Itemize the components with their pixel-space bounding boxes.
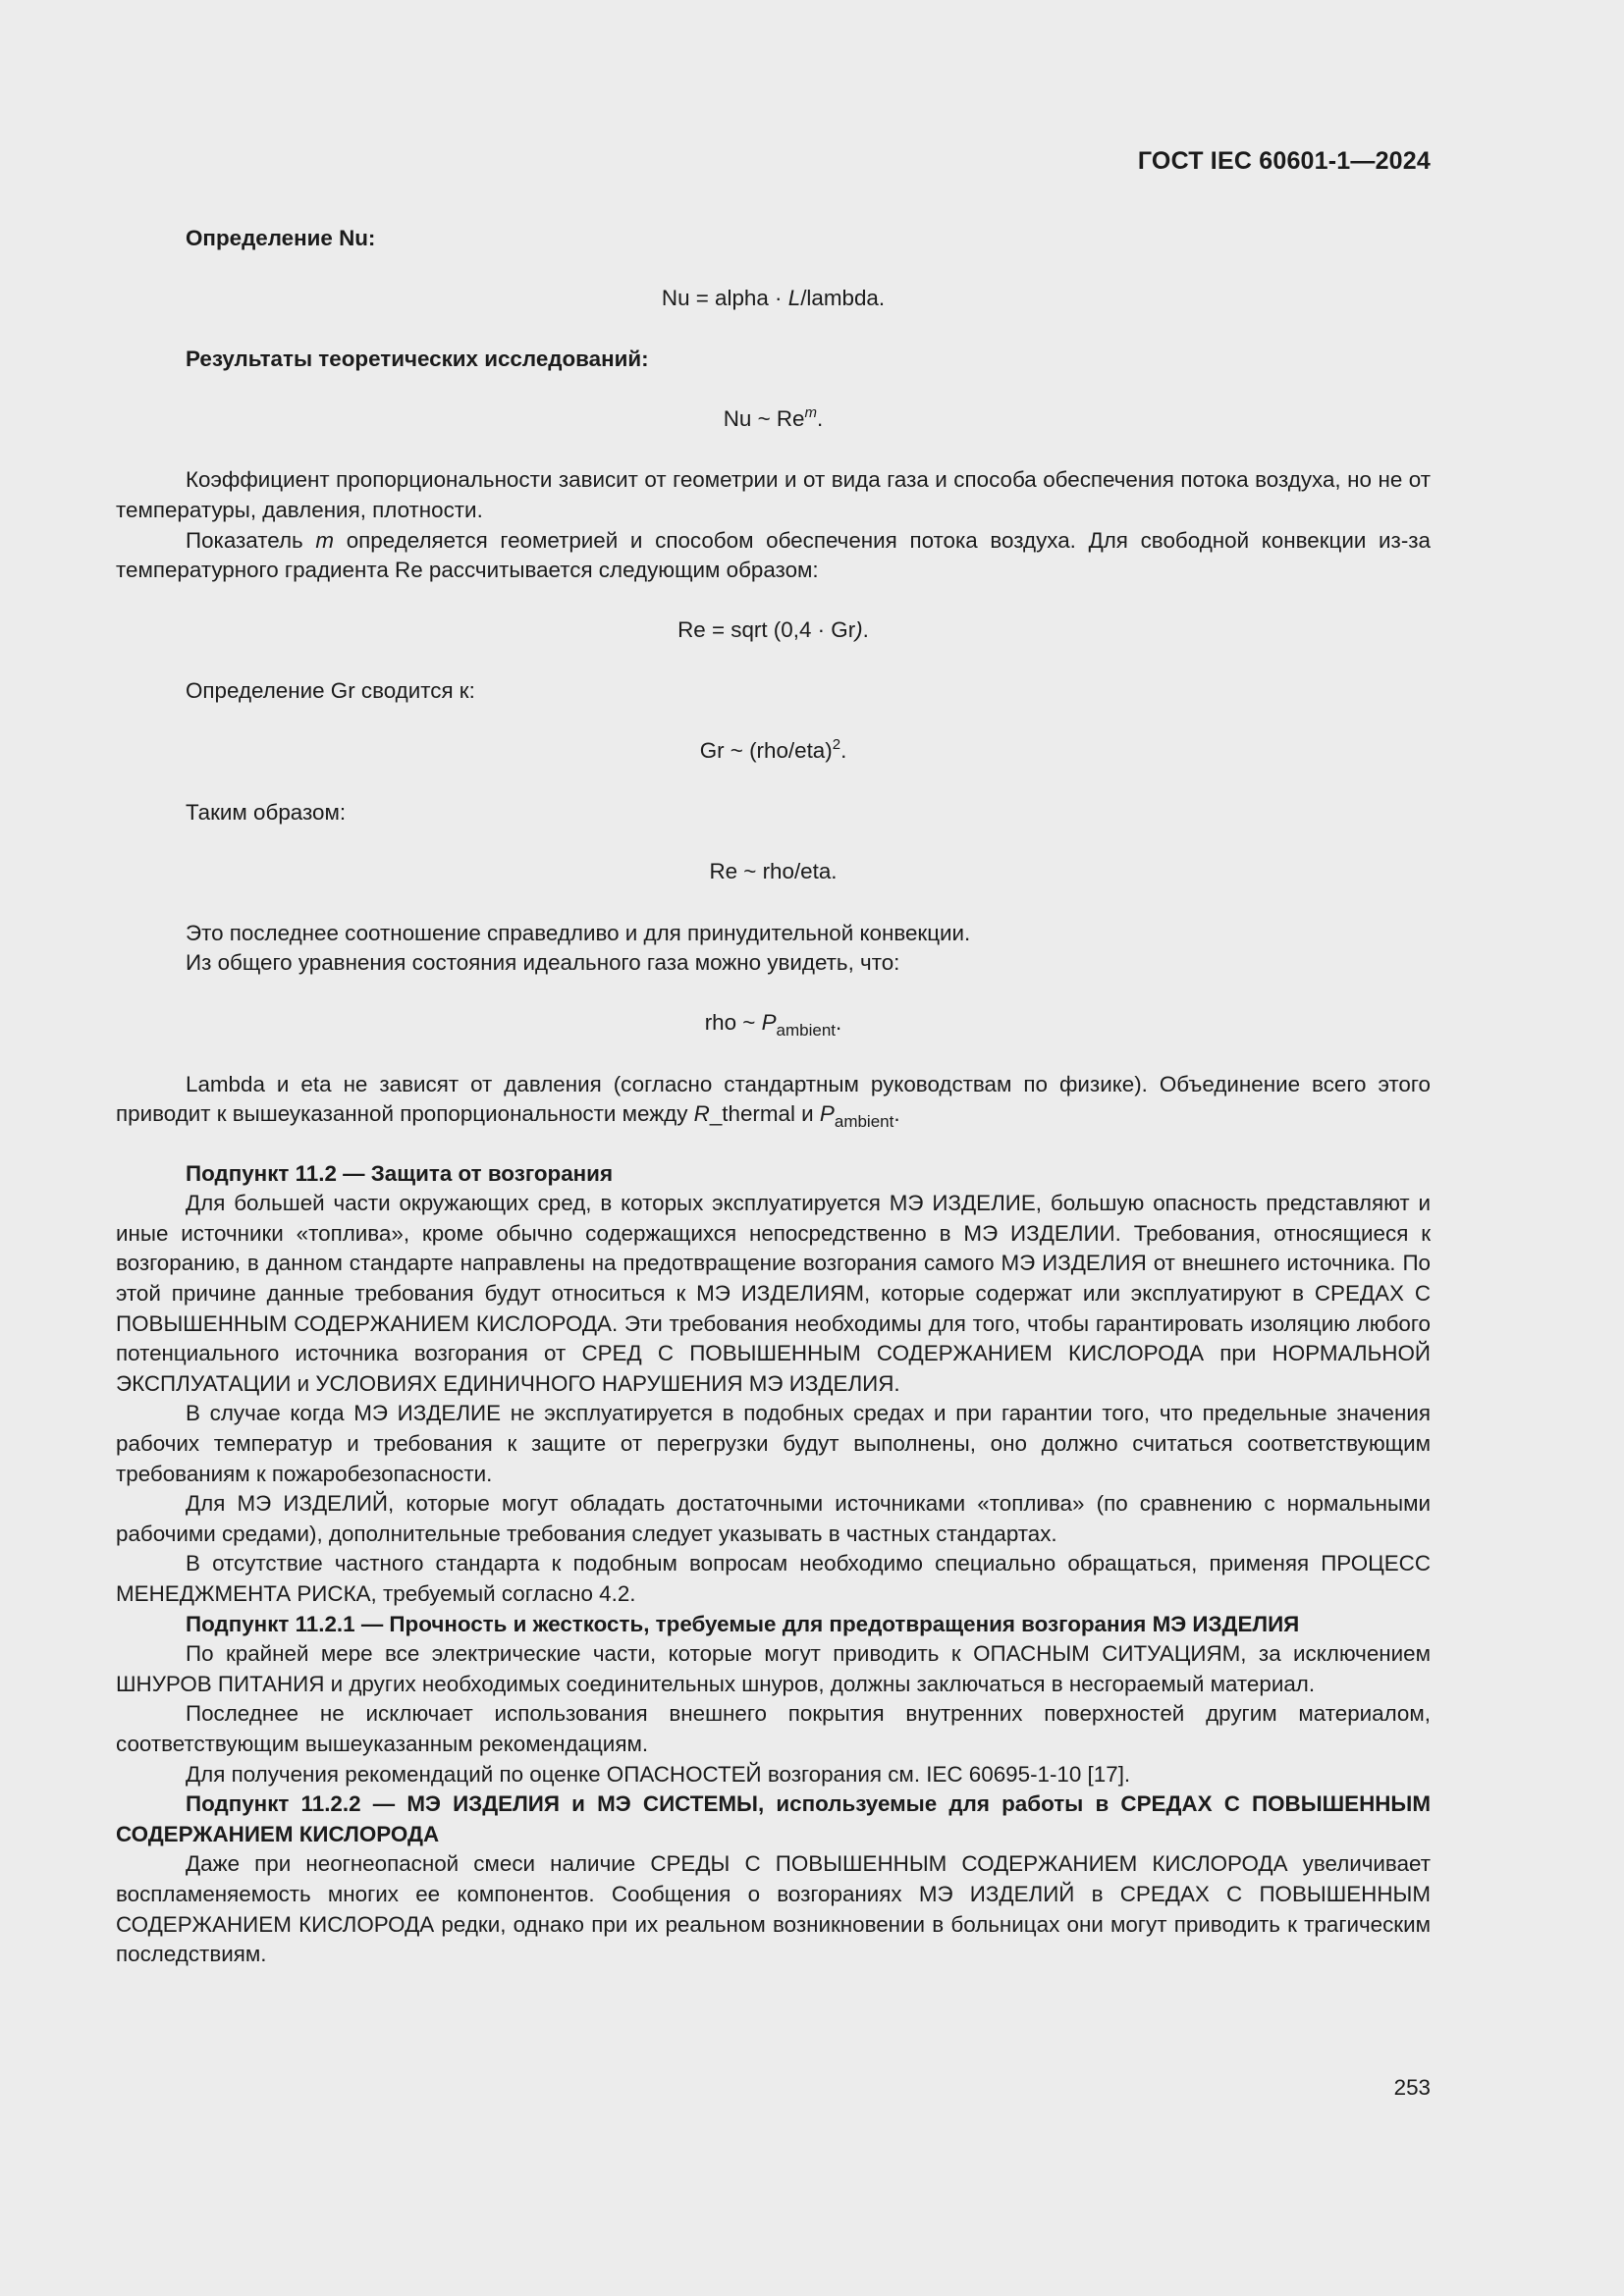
rho-formula-tail: . — [836, 1009, 842, 1035]
section-11-2-paragraph-3: Для МЭ ИЗДЕЛИЙ, которые могут обладать достаточными источниками «топлива» (по сравнению с нормальными рабочими средами), дополнительные требования следует указывать в частных стандартах. — [116, 1491, 1431, 1546]
section-11-2-2-heading: Подпункт 11.2.2 — МЭ ИЗДЕЛИЯ и МЭ СИСТЕМЫ, используемые для работы в СРЕДАХ С ПОВЫШЕННЫМ СОДЕРЖАНИЕМ КИСЛОРОДА — [116, 1791, 1431, 1846]
exponent-paragraph — [116, 526, 1431, 586]
rho-formula-base: rho ~ — [704, 1009, 762, 1035]
nu-definition-heading: Определение Nu: — [186, 226, 376, 250]
nu-re-tail: . — [817, 405, 824, 431]
gr-formula-exponent: 2 — [832, 735, 841, 753]
thus-intro: Таким образом: — [186, 799, 347, 825]
section-11-2-1-paragraph-2: Последнее не исключает использования внешнего покрытия внутренних поверхностей другим материалом, соответствующим вышеуказанным рекомендациям. — [116, 1701, 1431, 1756]
re-formula — [116, 615, 1431, 646]
gr-formula — [116, 736, 1431, 767]
nu-re-formula — [116, 404, 1431, 435]
lambda-text: Lambda и eta не зависят от давления (согласно стандартным руководствам по физике). Объединение всего этого приводит к вышеуказанной пропорциональности между — [116, 1071, 1431, 1127]
re-rho-formula: Re ~ rho/eta. — [709, 859, 838, 884]
re-formula-main: Re = sqrt (0,4 · Gr — [677, 616, 856, 642]
lambda-r: R — [693, 1101, 710, 1127]
rho-formula-pressure: P — [761, 1009, 777, 1035]
document-id-header: ГОСТ IEC 60601-1—2024 — [1137, 147, 1431, 175]
nu-re-exponent: m — [804, 403, 818, 421]
nu-formula-rhs: /lambda. — [800, 285, 886, 310]
forced-convection-paragraph: Это последнее соотношение справедливо и для принудительной конвекции. — [186, 920, 971, 945]
exponent-pre: Показатель — [186, 527, 316, 553]
gr-intro: Определение Gr сводится к: — [186, 678, 475, 704]
ideal-gas-paragraph: Из общего уравнения состояния идеального газа можно увидеть, что: — [186, 950, 900, 976]
exponent-post: определяется геометрией и способом обеспечения потока воздуха. Для свободной конвекции из-за температурного градиента Re рассчитывается следующим образом: — [116, 527, 1431, 583]
gr-formula-base: Gr ~ (rho/eta) — [699, 737, 833, 763]
lambda-tail: . — [893, 1101, 900, 1127]
coefficient-paragraph: Коэффициент пропорциональности зависит от геометрии и от вида газа и способа обеспечения потока воздуха, но не от температуры, давления, плотности. — [116, 467, 1431, 522]
section-11-2-1-heading: Подпункт 11.2.1 — Прочность и жесткость, требуемые для предотвращения возгорания МЭ ИЗДЕЛИЯ — [186, 1611, 1300, 1636]
lambda-eta-paragraph — [116, 1070, 1431, 1130]
section-11-2-1-paragraph-3: Для получения рекомендаций по оценке ОПАСНОСТЕЙ возгорания см. IEC 60695-1-10 [17]. — [186, 1761, 1131, 1787]
lambda-subscript: ambient — [834, 1112, 894, 1132]
page-number: 253 — [1393, 2075, 1431, 2100]
section-11-2-2-paragraph-1: Даже при неогнеопасной смеси наличие СРЕДЫ С ПОВЫШЕННЫМ СОДЕРЖАНИЕМ КИСЛОРОДА увеличивает воспламеняемость многих ее компонентов. Сообщения о возгораниях МЭ ИЗДЕЛИЙ в СРЕДАХ С ПОВЫШЕННЫМ СОДЕРЖАНИЕМ КИСЛОРОДА редки, однако при их реальном возникновении в больницах они могут приводить к трагическим последствиям. — [116, 1851, 1431, 1967]
gr-formula-tail: . — [840, 737, 847, 763]
section-11-2-heading: Подпункт 11.2 — Защита от возгорания — [186, 1160, 614, 1186]
nu-formula-lhs: Nu = alpha · — [661, 285, 788, 310]
lambda-p: P — [819, 1101, 835, 1127]
nu-formula-length: L — [787, 285, 801, 310]
section-11-2-paragraph-2: В случае когда МЭ ИЗДЕЛИЕ не эксплуатируется в подобных средах и при гарантии того, что предельные значения рабочих температур и требования к защите от перегрузки будут выполнены, оно должно считаться соответствующим требованиям к пожаробезопасности. — [116, 1401, 1431, 1486]
re-formula-close: ) — [855, 616, 863, 642]
theory-results-heading: Результаты теоретических исследований: — [186, 347, 649, 372]
section-11-2-paragraph-1: Для большей части окружающих сред, в которых эксплуатируется МЭ ИЗДЕЛИЕ, большую опасность представляют и иные источники «топлива», кроме обычно содержащихся непосредственно в МЭ ИЗДЕЛИИ. Требования, относящиеся к возгоранию, в данном стандарте направлены на предотвращение возгорания самого МЭ ИЗДЕЛИЯ от внешнего источника. По этой причине данные требования будут относиться к МЭ ИЗДЕЛИЯМ, которые содержат или эксплуатируют в СРЕДАХ С ПОВЫШЕННЫМ СОДЕРЖАНИЕМ КИСЛОРОДА. Эти требования необходимы для того, чтобы гарантировать изоляцию любого потенциального источника возгорания от СРЕД С ПОВЫШЕННЫМ СОДЕРЖАНИЕМ КИСЛОРОДА при НОРМАЛЬНОЙ ЭКСПЛУАТАЦИИ и УСЛОВИЯХ ЕДИНИЧНОГО НАРУШЕНИЯ МЭ ИЗДЕЛИЯ. — [116, 1191, 1431, 1396]
rho-formula — [116, 1008, 1431, 1039]
page-content — [116, 224, 1431, 1970]
re-formula-tail: . — [862, 616, 869, 642]
section-11-2-1-paragraph-1: По крайней мере все электрические части, которые могут приводить к ОПАСНЫМ СИТУАЦИЯМ, за исключением ШНУРОВ ПИТАНИЯ и других необходимых соединительных шнуров, должны заключаться в несгораемый материал. — [116, 1641, 1431, 1696]
lambda-thermal: _thermal и — [709, 1101, 820, 1127]
exponent-m: m — [315, 527, 335, 553]
section-11-2-paragraph-4: В отсутствие частного стандарта к подобным вопросам необходимо специально обращаться, применяя ПРОЦЕСС МЕНЕДЖМЕНТА РИСКА, требуемый согласно 4.2. — [116, 1551, 1431, 1606]
rho-formula-subscript: ambient — [776, 1020, 837, 1040]
nu-formula — [116, 284, 1431, 314]
nu-re-base: Nu ~ Re — [723, 405, 805, 431]
